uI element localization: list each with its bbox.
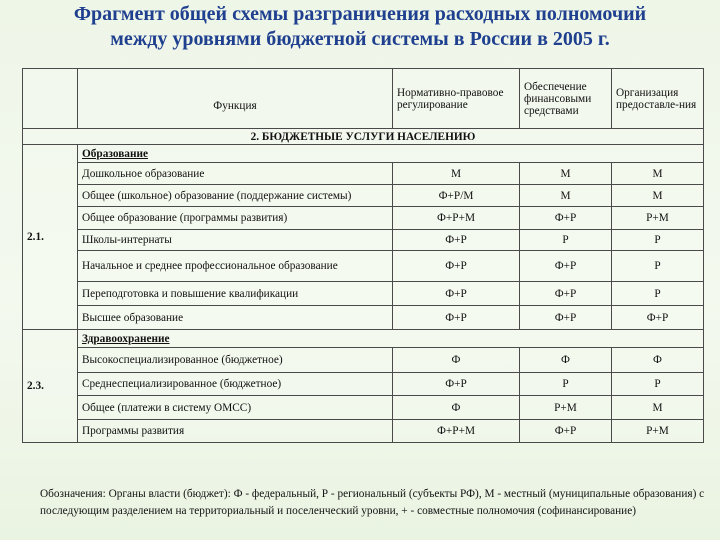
table-row [23,420,704,443]
table-row [23,251,704,282]
table-row [23,207,704,230]
group-title: Образование [78,145,704,163]
function-label: Высокоспециализированное (бюджетное) [78,348,393,373]
regulation-value: Ф+Р+М [393,420,520,443]
regulation-value: Ф+Р/М [393,185,520,207]
table-header-row [23,69,704,129]
legend-text: Обозначения: Органы власти (бюджет): Ф - федеральный, Р - региональный (субъекты РФ), М - местный (муниципальные образования) с последующим разделением на территориальный и поселенческий уровни, + - совместные полномочия (софинансирование) [40,488,705,517]
section-title: 2. БЮДЖЕТНЫЕ УСЛУГИ НАСЕЛЕНИЮ [23,129,704,145]
regulation-value: Ф+Р+М [393,207,520,230]
regulation-value: Ф+Р [393,230,520,251]
provision-value: Р [612,251,704,282]
header-financing: Обеспечение финансовыми средствами [520,69,612,129]
header-provision: Организация предоставле-ния [612,69,704,129]
group-row [23,145,704,163]
provision-value: М [612,163,704,185]
provision-value: М [612,396,704,420]
financing-value: М [520,163,612,185]
group-row [23,330,704,348]
page-title [0,2,720,52]
table-row [23,348,704,373]
header-regulation: Нормативно-правовое регулирование [393,69,520,129]
regulation-value: М [393,163,520,185]
title-line-1: Фрагмент общей схемы разграничения расходных полномочий [73,3,647,25]
provision-value: Ф+Р [612,306,704,330]
financing-value: Ф+Р [520,282,612,306]
table-row [23,373,704,396]
function-label: Среднеспециализированное (бюджетное) [78,373,393,396]
group-number: 2.3. [23,330,78,443]
table-row [23,306,704,330]
financing-value: Ф [520,348,612,373]
function-label: Общее (платежи в систему ОМСС) [78,396,393,420]
function-label: Общее (школьное) образование (поддержание системы) [78,185,393,207]
powers-table [22,68,704,443]
regulation-value: Ф+Р [393,282,520,306]
provision-value: Р+М [612,420,704,443]
financing-value: Ф+Р [520,420,612,443]
regulation-value: Ф [393,396,520,420]
table-row [23,230,704,251]
title-line-2: между уровнями бюджетной системы в России в 2005 г. [110,28,610,50]
financing-value: Р [520,373,612,396]
provision-value: Р [612,373,704,396]
financing-value: М [520,185,612,207]
header-function: Функция [78,69,393,129]
regulation-value: Ф+Р [393,251,520,282]
function-label: Переподготовка и повышение квалификации [78,282,393,306]
financing-value: Ф+Р [520,251,612,282]
section-row [23,129,704,145]
provision-value: Р [612,230,704,251]
function-label: Программы развития [78,420,393,443]
financing-value: Ф+Р [520,207,612,230]
table-row [23,185,704,207]
table-row [23,282,704,306]
group-number: 2.1. [23,145,78,330]
provision-value: Р+М [612,207,704,230]
financing-value: Р+М [520,396,612,420]
function-label: Школы-интернаты [78,230,393,251]
function-label: Дошкольное образование [78,163,393,185]
regulation-value: Ф+Р [393,373,520,396]
table-row [23,396,704,420]
provision-value: Ф [612,348,704,373]
regulation-value: Ф [393,348,520,373]
provision-value: М [612,185,704,207]
header-blank-cell [23,69,78,129]
table-row [23,163,704,185]
financing-value: Ф+Р [520,306,612,330]
function-label: Начальное и среднее профессиональное образование [78,251,393,282]
group-title: Здравоохранение [78,330,704,348]
financing-value: Р [520,230,612,251]
function-label: Высшее образование [78,306,393,330]
function-label: Общее образование (программы развития) [78,207,393,230]
regulation-value: Ф+Р [393,306,520,330]
provision-value: Р [612,282,704,306]
